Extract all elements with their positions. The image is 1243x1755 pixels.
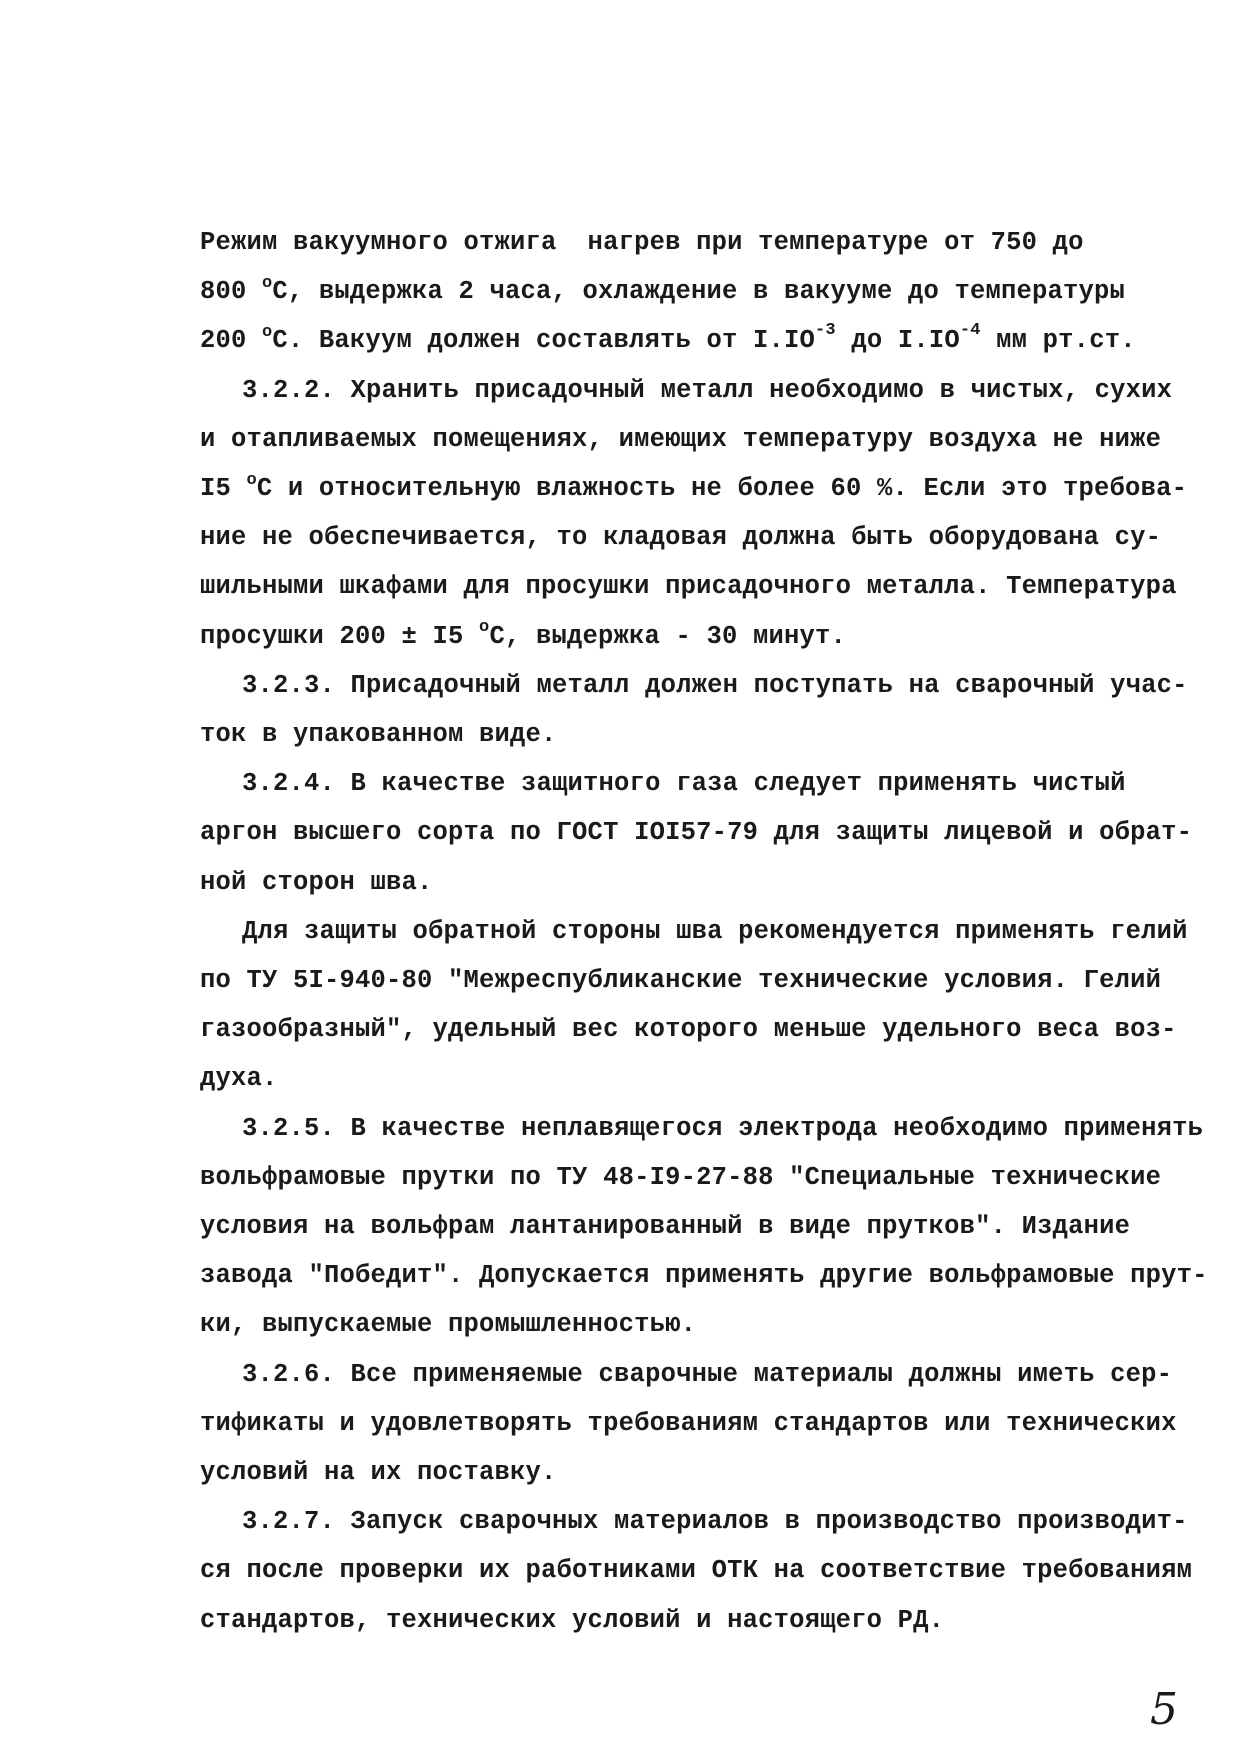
text-segment: до I.IO [835,326,960,356]
text-line [200,1448,1165,1497]
text-segment: C. Вакуум должен составлять от I.IO [272,326,816,356]
text-segment: Для защиты обратной стороны шва рекомендуется применять гелий [242,916,1188,946]
text-line [200,316,1165,365]
text-segment: завода "Победит". Допускается применять другие вольфрамовые прут- [200,1261,1208,1291]
exponent-superscript: -4 [959,320,981,340]
text-line [200,661,1188,710]
text-segment: просушки 200 ± I5 [200,621,480,651]
text-line [200,1104,1204,1153]
text-segment: 3.2.4. В качестве защитного газа следует применять чистый [242,769,1126,799]
text-segment: условий на их поставку. [200,1458,557,1488]
text-segment: 3.2.6. Все применяемые сварочные материалы должны иметь сер- [242,1359,1173,1389]
text-segment: аргон высшего сорта по ГОСТ IOI57-79 для защиты лицевой и обрат- [200,818,1193,848]
text-segment: Режим вакуумного отжига нагрев при температуре от 750 до [200,228,1084,257]
text-segment: 3.2.2. Хранить присадочный металл необходимо в чистых, сухих [242,375,1173,405]
text-line [200,1596,1165,1645]
text-line [200,366,1173,415]
text-segment: вольфрамовые прутки по ТУ 48-I9-27-88 "Специальные технические [200,1162,1162,1192]
text-line [200,956,1165,1005]
text-segment: 3.2.3. Присадочный металл должен поступать на сварочный учас- [242,670,1188,700]
degree-superscript: o [246,470,257,490]
text-segment: ток в упакованном виде. [200,720,557,750]
text-segment: шильными шкафами для просушки присадочного металла. Температура [200,572,1177,602]
text-segment: газообразный", удельный вес которого меньше удельного веса воз- [200,1015,1177,1045]
text-line [200,1005,1177,1054]
degree-superscript: o [479,618,490,638]
degree-superscript: o [262,273,273,293]
text-line [200,808,1193,857]
document-body-text [200,218,1208,1645]
text-line [200,1202,1165,1251]
exponent-superscript: -3 [815,320,836,340]
text-line [200,858,1165,907]
text-segment: по ТУ 5I-940-80 "Межреспубликанские технические условия. Гелий [200,966,1162,996]
text-line [200,1546,1193,1595]
text-line [200,1054,1165,1103]
text-line [200,1300,1165,1349]
text-line [200,513,1165,562]
text-segment: стандартов, технических условий и настоящего РД. [200,1605,945,1635]
text-line [200,612,1165,661]
text-line [200,710,1165,759]
text-segment: 3.2.7. Запуск сварочных материалов в производство производит- [242,1507,1188,1537]
text-line [200,267,1165,316]
text-segment: тификаты и удовлетворять требованиям стандартов или технических [200,1408,1177,1438]
text-segment: и отапливаемых помещениях, имеющих температуру воздуха не ниже [200,424,1162,454]
text-line [200,1350,1173,1399]
text-line [200,907,1188,956]
text-line [200,1497,1188,1546]
text-segment: ки, выпускаемые промышленностью. [200,1310,697,1340]
text-segment: 3.2.5. В качестве неплавящегося электрода необходимо применять [242,1113,1204,1143]
text-segment: духа. [200,1064,278,1094]
text-line [200,1153,1165,1202]
text-line [200,1399,1177,1448]
text-segment: C, выдержка - 30 минут. [489,621,847,651]
text-line [200,562,1177,611]
text-segment: 200 [200,326,263,356]
text-line [200,218,1165,267]
text-segment: мм рт.ст. [980,326,1136,356]
text-segment: условия на вольфрам лантанированный в виде прутков". Издание [200,1212,1131,1242]
text-segment: ся после проверки их работниками ОТК на соответствие требованиям [200,1556,1193,1586]
degree-superscript: o [262,322,273,342]
text-segment: ние не обеспечивается, то кладовая должна быть оборудована су- [200,523,1162,553]
text-segment: ной сторон шва. [200,867,433,897]
text-line [200,415,1165,464]
text-line [200,464,1188,513]
text-segment: 800 [200,277,263,307]
page-number: 5 [1150,1684,1178,1735]
text-line [200,759,1165,808]
text-segment: C и относительную влажность не более 60 %. Если это требова- [256,474,1188,504]
text-segment: C, выдержка 2 часа, охлаждение в вакууме до температуры [272,277,1126,307]
text-segment: I5 [200,474,247,504]
text-line [200,1251,1208,1300]
